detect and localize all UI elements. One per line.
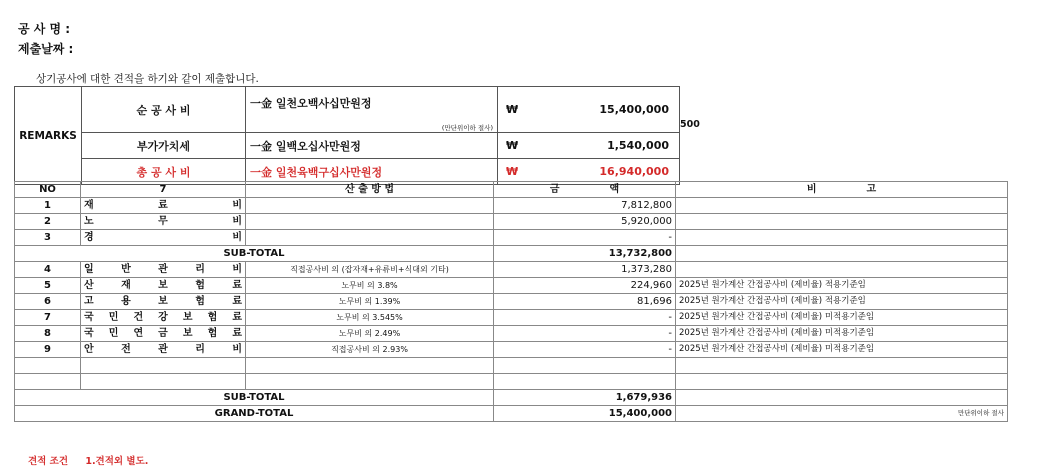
header-method: 산 출 방 법: [246, 182, 494, 198]
row-item: 국 민 건 강 보 험 료: [81, 310, 246, 326]
row-method: [246, 230, 494, 246]
estimate-table: [14, 181, 1008, 422]
row-amount: 224,960: [494, 278, 676, 294]
table-row: [15, 198, 1008, 214]
row-item: 일 반 관 리 비: [81, 262, 246, 278]
row-amount: -: [494, 326, 676, 342]
footer-condition: 1.견적외 별도.: [85, 456, 149, 467]
table-row: [15, 214, 1008, 230]
row-item: 고 용 보 험 료: [81, 294, 246, 310]
row-amount: 5,920,000: [494, 214, 676, 230]
footer-conditions: [28, 453, 162, 467]
table-row: [15, 310, 1008, 326]
row-method: [246, 214, 494, 230]
intro-text: 상기공사에 대한 견적을 하기와 같이 제출합니다.: [36, 73, 259, 85]
row-no: 8: [15, 326, 81, 342]
row-item: 산 재 보 험 료: [81, 278, 246, 294]
empty-row: [15, 358, 1008, 374]
row-item: 안 전 관 리 비: [81, 342, 246, 358]
header-remark: 비 고: [676, 182, 1008, 198]
row-amount: 1,373,280: [494, 262, 676, 278]
row-item: 노 무 비: [81, 214, 246, 230]
net-cost-label: 순 공 사 비: [82, 87, 246, 133]
table-header: [15, 182, 1008, 198]
row-no: 1: [15, 198, 81, 214]
row-amount: 7,812,800: [494, 198, 676, 214]
header-item: 7: [81, 182, 246, 198]
total-cost-desc: 一金 일천육백구십사만원정: [246, 159, 498, 185]
truncation-note: (만단위이하 절사): [441, 124, 493, 132]
summary-table: [14, 86, 680, 185]
net-cost-amount: ₩ 15,400,000: [498, 87, 680, 133]
row-method: 노무비 의 2.49%: [246, 326, 494, 342]
footer-label: 견적 조건: [28, 456, 69, 467]
row-no: 2: [15, 214, 81, 230]
grand-total-row: GRAND-TOTAL 15,400,000 만단위이하 절사: [15, 406, 1008, 422]
vat-desc: 一金 일백오십사만원정: [246, 133, 498, 159]
row-remark: [676, 214, 1008, 230]
row-amount: -: [494, 310, 676, 326]
row-remark: [676, 262, 1008, 278]
table-row: [15, 326, 1008, 342]
row-method: 노무비 의 1.39%: [246, 294, 494, 310]
grand-note: 만단위이하 절사: [676, 406, 1008, 422]
row-no: 5: [15, 278, 81, 294]
row-amount: -: [494, 342, 676, 358]
row-method: [246, 198, 494, 214]
remarks-label: REMARKS: [15, 87, 82, 185]
row-remark: 2025년 원가계산 간접공사비 (제비율) 적용기준임: [676, 278, 1008, 294]
row-no: 9: [15, 342, 81, 358]
row-remark: 2025년 원가계산 간접공사비 (제비율) 미적용기준임: [676, 342, 1008, 358]
row-method: 직접공사비 의 2.93%: [246, 342, 494, 358]
row-amount: 81,696: [494, 294, 676, 310]
vat-amount: ₩ 1,540,000: [498, 133, 680, 159]
subtotal-row: SUB-TOTAL 1,679,936: [15, 390, 1008, 406]
row-no: 6: [15, 294, 81, 310]
table-row: [15, 230, 1008, 246]
empty-row: [15, 374, 1008, 390]
total-cost-amount: ₩ 16,940,000: [498, 159, 680, 185]
submission-date-label: 제출날짜 :: [18, 42, 74, 56]
total-cost-label: 총 공 사 비: [82, 159, 246, 185]
table-row: [15, 342, 1008, 358]
row-item: 경 비: [81, 230, 246, 246]
row-amount: -: [494, 230, 676, 246]
row-item: 국 민 연 금 보 험 료: [81, 326, 246, 342]
net-cost-desc: 一金 일천오백사십만원정 (만단위이하 절사): [246, 87, 498, 133]
row-remark: 2025년 원가계산 간접공사비 (제비율) 미적용기준임: [676, 310, 1008, 326]
row-remark: [676, 230, 1008, 246]
row-remark: [676, 198, 1008, 214]
row-no: 7: [15, 310, 81, 326]
row-method: 노무비 의 3.545%: [246, 310, 494, 326]
side-value: 500: [680, 119, 700, 130]
row-no: 3: [15, 230, 81, 246]
subtotal-row: SUB-TOTAL 13,732,800: [15, 246, 1008, 262]
table-row: [15, 294, 1008, 310]
row-no: 4: [15, 262, 81, 278]
vat-label: 부가가치세: [82, 133, 246, 159]
row-method: 직접공사비 의 (잡자재+유류비+식대외 기타): [246, 262, 494, 278]
table-row: [15, 278, 1008, 294]
row-remark: 2025년 원가계산 간접공사비 (제비율) 미적용기준임: [676, 326, 1008, 342]
row-remark: 2025년 원가계산 간접공사비 (제비율) 적용기준임: [676, 294, 1008, 310]
row-method: 노무비 의 3.8%: [246, 278, 494, 294]
row-item: 재 료 비: [81, 198, 246, 214]
table-row: [15, 262, 1008, 278]
project-name-label: 공 사 명 :: [18, 22, 71, 36]
header-amount: 금 액: [494, 182, 676, 198]
header-no: NO: [15, 182, 81, 198]
